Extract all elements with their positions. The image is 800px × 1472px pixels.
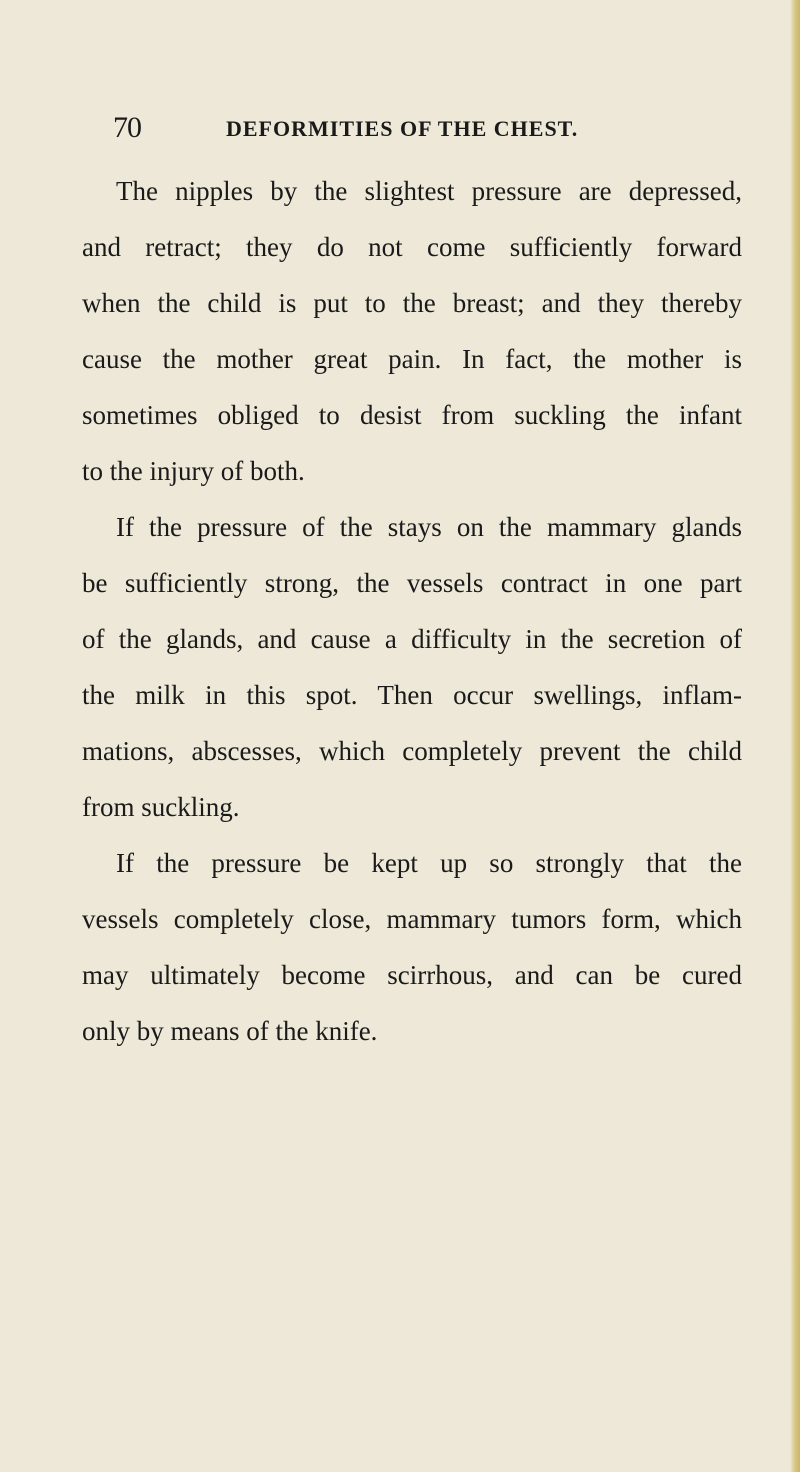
text-line: The nipples by the slightest pressure are depressed, [116,176,742,206]
text-line: of the glands, and cause a difficulty in the secretion of [82,624,742,654]
text-line: vessels completely close, mammary tumors form, which [82,904,742,934]
text-line: If the pressure of the stays on the mammary glands [116,512,742,542]
text-line: only by means of the knife. [82,1016,378,1046]
text-line: may ultimately become scirrhous, and can be cured [82,960,742,990]
running-head: DEFORMITIES OF THE CHEST. [226,116,579,141]
text-line: sometimes obliged to desist from suckling the infant [82,400,742,430]
body-text [82,163,742,1059]
text-line: mations, abscesses, which completely prevent the child [82,736,742,766]
page-header [113,108,613,148]
text-line: be sufficiently strong, the vessels contract in one part [82,568,742,598]
text-line: and retract; they do not come sufficiently forward [82,232,742,262]
text-line: the milk in this spot. Then occur swellings, inflam- [82,680,742,710]
text-line: cause the mother great pain. In fact, the mother is [82,344,742,374]
page-number: 70 [113,111,141,144]
text-line: when the child is put to the breast; and they thereby [82,288,742,318]
page-edge [790,0,800,1472]
text-line: to the injury of both. [82,456,305,486]
text-line: from suckling. [82,792,240,822]
text-line: If the pressure be kept up so strongly that the [116,848,742,878]
